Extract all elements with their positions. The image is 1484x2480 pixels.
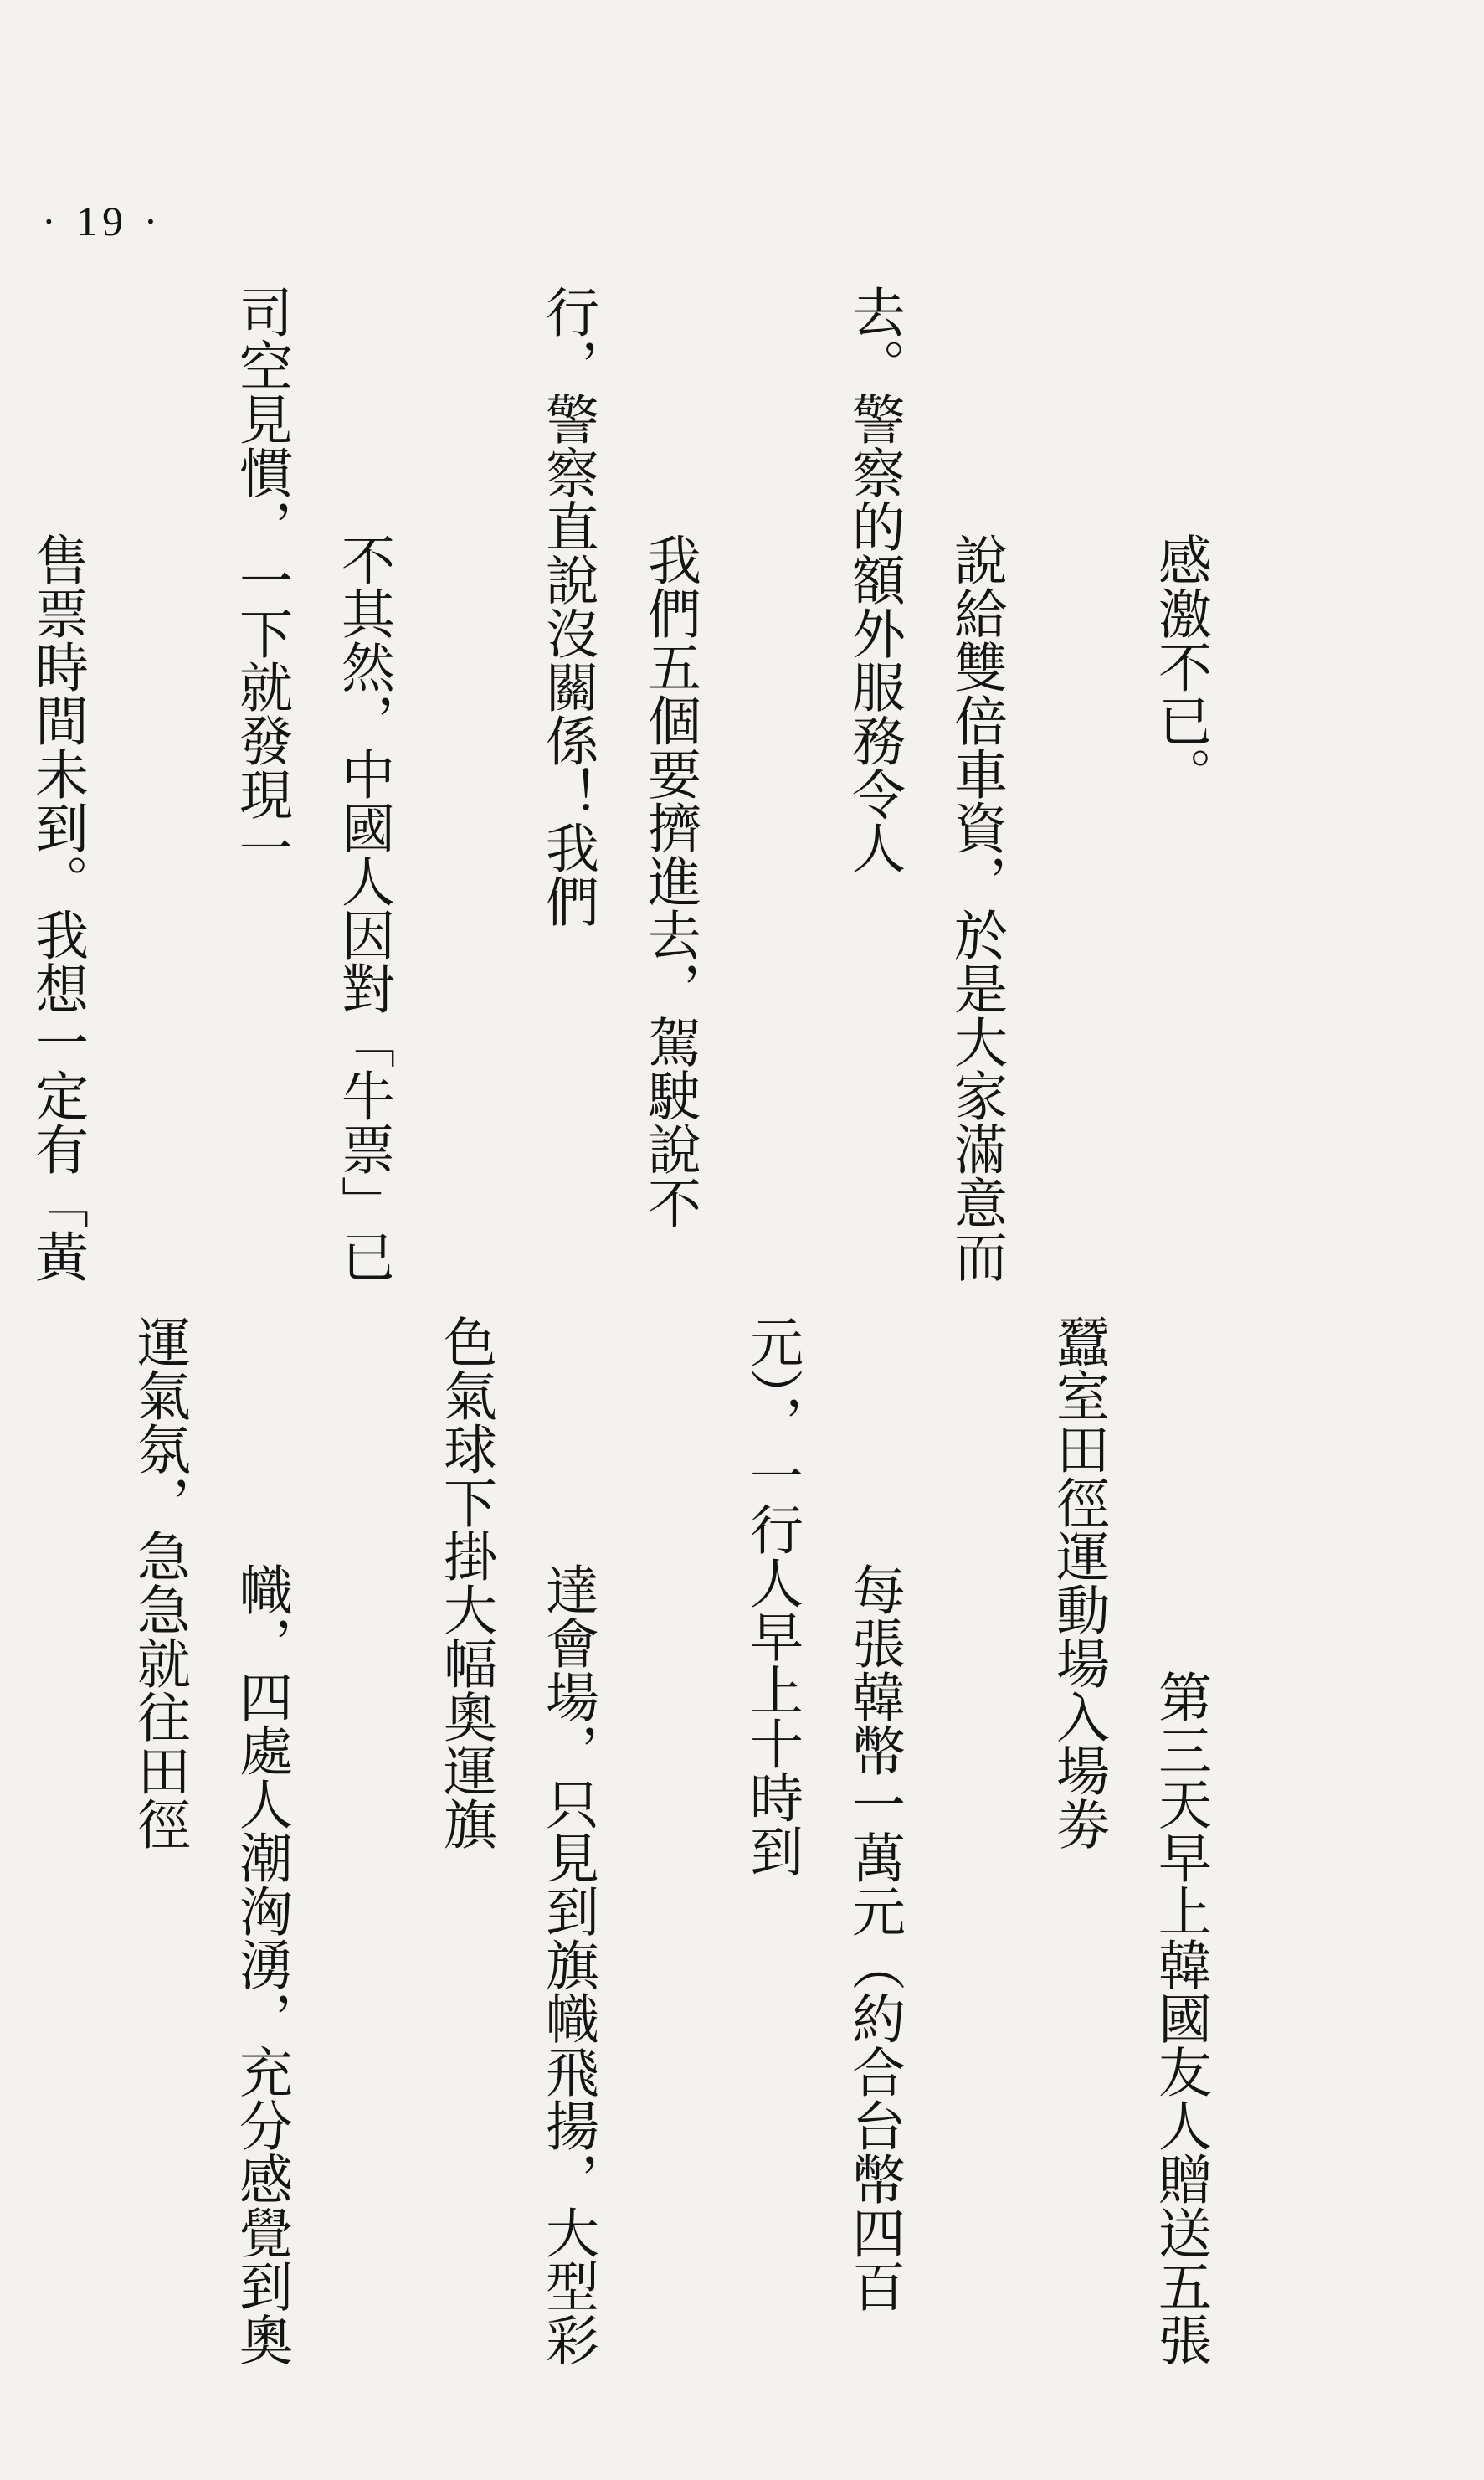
page-number: · 19 · <box>42 198 163 244</box>
text-column: 達會場，只見到旗幟飛揚，大型彩色氣球下掛大幅奧運旗 <box>434 1315 598 2366</box>
upper-text-section <box>0 285 1333 1306</box>
text-column: 不其然，中國人因對「牛票」已司空見慣，一下就發現一 <box>230 285 394 1283</box>
text-column: 幟，四處人潮洶湧，充分感覺到奧運氣氛，急急就往田徑 <box>128 1315 292 2366</box>
text-column: 說給雙倍車資，於是大家滿意而去。警察的額外服務令人 <box>843 285 1007 1283</box>
text-column: 第三天早上韓國友人贈送五張蠶室田徑運動場入場劵 <box>1047 1315 1211 2366</box>
text-column: 每張韓幣一萬元（約合台幣四百元），一行人早上十時到 <box>741 1315 905 2313</box>
text-column: 感激不已。 <box>1149 533 1211 800</box>
lower-text-section <box>0 1315 1333 2369</box>
text-column: 我們五個要擠進去，駕駛說不行，警察直說沒關係！我們 <box>537 285 701 1229</box>
text-column: 售票時間未到。我想一定有「黃 <box>26 533 88 1283</box>
